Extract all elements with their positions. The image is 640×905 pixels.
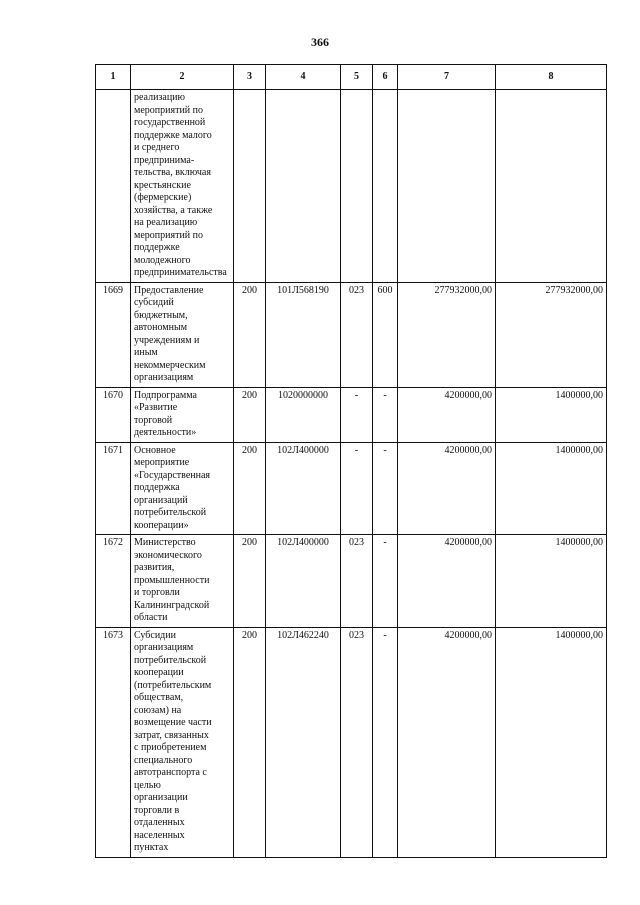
budget-table [95, 64, 607, 858]
row-name-cell [131, 442, 234, 535]
table-row [96, 442, 607, 535]
row-name-line: на реализацию [134, 217, 198, 228]
row-name-line: Предоставление [134, 284, 204, 296]
row-name-line: организациям [134, 372, 194, 383]
row-name-line: и среднего [134, 142, 180, 153]
target-article-cell [266, 90, 341, 283]
column-header: 8 [496, 65, 607, 90]
column-3-cell: 200 [234, 387, 266, 442]
amount-8-cell: 1400000,00 [496, 442, 607, 535]
row-name-line: потребительской [134, 507, 207, 518]
column-5-cell [341, 90, 373, 283]
table-row [96, 90, 607, 283]
row-name-cell [131, 282, 234, 387]
row-name-line: с приобретением [134, 742, 207, 753]
amount-7-cell: 4200000,00 [398, 387, 496, 442]
amount-7-cell: 4200000,00 [398, 442, 496, 535]
column-header: 6 [373, 65, 398, 90]
column-header: 7 [398, 65, 496, 90]
column-6-cell: - [373, 387, 398, 442]
target-article-cell: 102Л400000 [266, 442, 341, 535]
row-name-line: кооперации» [134, 519, 189, 531]
row-name-line: крестьянские [134, 179, 191, 191]
row-name-line: субсидий [134, 297, 174, 308]
amount-7-cell: 4200000,00 [398, 535, 496, 628]
row-name-line: организаций [134, 494, 188, 506]
row-name-line: мероприятий по [134, 104, 203, 116]
column-6-cell: - [373, 627, 398, 857]
row-name-line: предпринима- [134, 154, 195, 166]
row-name-line: (потребительским [134, 679, 212, 691]
row-name-line: организации [134, 792, 188, 803]
table-header-row [96, 65, 607, 90]
table-row [96, 535, 607, 628]
column-3-cell [234, 90, 266, 283]
row-name-line: автотранспорта с [134, 767, 207, 778]
amount-7-cell [398, 90, 496, 283]
row-name-line: торговли в [134, 804, 180, 816]
column-header: 1 [96, 65, 131, 90]
row-name-line: деятельности» [134, 427, 197, 438]
row-name-cell [131, 387, 234, 442]
row-name-line: «Государственная [134, 469, 211, 481]
column-3-cell: 200 [234, 627, 266, 857]
amount-8-cell [496, 90, 607, 283]
row-name-line: кооперации [134, 667, 184, 678]
amount-7-cell: 277932000,00 [398, 282, 496, 387]
row-name-line: молодежного [134, 254, 191, 266]
page-number: 366 [311, 35, 329, 49]
row-name-line: специального [134, 754, 193, 766]
row-name-cell [131, 90, 234, 283]
row-name-line: промышленности [134, 574, 210, 586]
column-header: 2 [131, 65, 234, 90]
column-6-cell [373, 90, 398, 283]
row-name-line: и торговли [134, 587, 180, 598]
table-row [96, 282, 607, 387]
amount-8-cell: 277932000,00 [496, 282, 607, 387]
column-5-cell: - [341, 442, 373, 535]
row-name-line: поддержка [134, 482, 180, 493]
row-name-line: «Развитие [134, 402, 178, 413]
row-name-line: бюджетным, [134, 309, 188, 321]
row-number-cell: 1670 [96, 387, 131, 442]
row-number-cell [96, 90, 131, 283]
row-name-line: обществам, [134, 692, 184, 703]
row-name-line: возмещение части [134, 717, 212, 728]
row-name-line: экономического [134, 549, 202, 561]
row-name-line: союзам) на [134, 704, 182, 716]
row-name-line: целью [134, 779, 161, 791]
row-name-cell [131, 535, 234, 628]
row-name-line: области [134, 612, 168, 623]
row-name-line: автономным [134, 322, 188, 333]
table-row [96, 387, 607, 442]
column-6-cell: 600 [373, 282, 398, 387]
row-name-line: мероприятий по [134, 229, 203, 241]
row-name-line: мероприятие [134, 457, 190, 468]
amount-8-cell: 1400000,00 [496, 387, 607, 442]
amount-8-cell: 1400000,00 [496, 535, 607, 628]
row-name-line: организациям [134, 642, 194, 653]
row-name-line: учреждениям и [134, 334, 200, 346]
target-article-cell: 1020000000 [266, 387, 341, 442]
row-name-line: Калининградской [134, 599, 210, 611]
amount-7-cell: 4200000,00 [398, 627, 496, 857]
row-name-line: развития, [134, 562, 175, 573]
row-number-cell: 1672 [96, 535, 131, 628]
target-article-cell: 102Л462240 [266, 627, 341, 857]
row-name-line: поддержке малого [134, 129, 212, 141]
target-article-cell: 102Л400000 [266, 535, 341, 628]
row-name-line: иным [134, 347, 158, 358]
column-6-cell: - [373, 442, 398, 535]
column-6-cell: - [373, 535, 398, 628]
row-name-cell [131, 627, 234, 857]
column-5-cell: 023 [341, 535, 373, 628]
row-name-line: потребительской [134, 654, 207, 666]
table-body [96, 90, 607, 858]
column-5-cell: 023 [341, 627, 373, 857]
column-header: 5 [341, 65, 373, 90]
row-number-cell: 1673 [96, 627, 131, 857]
column-3-cell: 200 [234, 442, 266, 535]
target-article-cell: 101Л568190 [266, 282, 341, 387]
table-row [96, 627, 607, 857]
row-name-line: Подпрограмма [134, 389, 197, 401]
row-number-cell: 1669 [96, 282, 131, 387]
row-name-line: некоммерческим [134, 359, 206, 371]
column-5-cell: 023 [341, 282, 373, 387]
row-name-line: отдаленных [134, 817, 185, 828]
row-name-line: Субсидии [134, 629, 176, 641]
row-name-line: реализацию [134, 92, 185, 103]
row-name-line: поддержке [134, 242, 180, 253]
row-name-line: Основное [134, 444, 176, 456]
column-header: 4 [266, 65, 341, 90]
row-name-line: торговой [134, 414, 173, 426]
row-name-line: пунктах [134, 842, 169, 853]
column-3-cell: 200 [234, 282, 266, 387]
row-name-line: государственной [134, 117, 206, 128]
row-name-line: (фермерские) [134, 192, 192, 203]
row-name-line: хозяйства, а также [134, 204, 213, 216]
row-name-line: населенных [134, 829, 185, 841]
row-name-line: затрат, связанных [134, 729, 209, 741]
amount-8-cell: 1400000,00 [496, 627, 607, 857]
row-number-cell: 1671 [96, 442, 131, 535]
row-name-line: тельства, включая [134, 167, 211, 178]
column-3-cell: 200 [234, 535, 266, 628]
row-name-line: Министерство [134, 537, 196, 548]
column-5-cell: - [341, 387, 373, 442]
column-header: 3 [234, 65, 266, 90]
row-name-line: предпринимательства [134, 267, 227, 278]
